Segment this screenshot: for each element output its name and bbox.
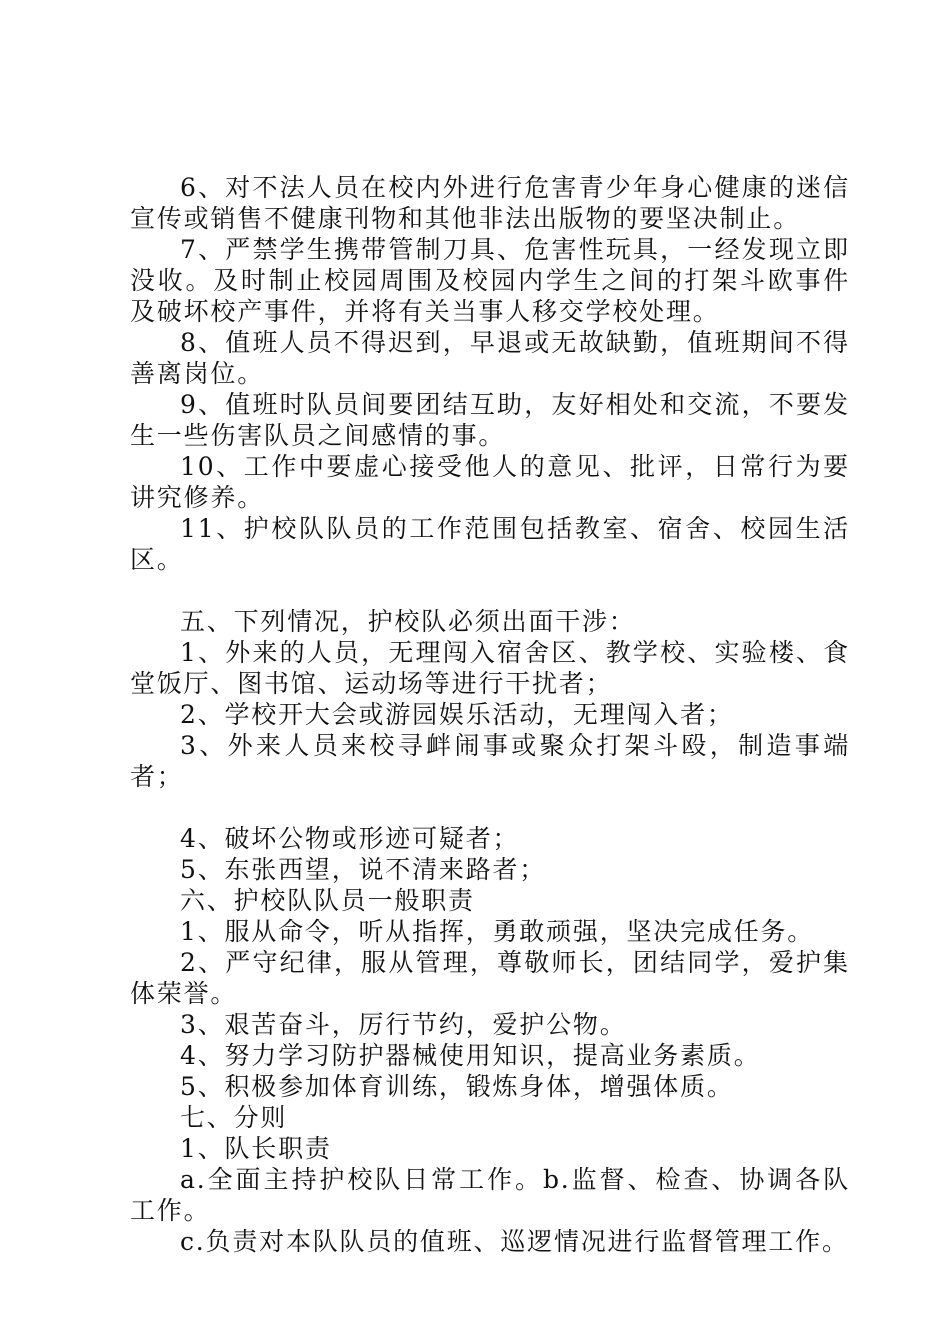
sub-heading-captain-duties: 1、队长职责 <box>180 1134 332 1163</box>
list-item-5-1: 1、外来的人员，无理闯入宿舍区、教学校、实验楼、食堂饭厅、图书馆、运动场等进行干扰者； <box>130 638 850 698</box>
list-item-6-1: 1、服从命令，听从指挥，勇敢顽强，坚决完成任务。 <box>180 917 815 946</box>
paragraph-item-11: 11、护校队队员的工作范围包括教室、宿舍、校园生活区。 <box>130 514 850 574</box>
paragraph-item-8: 8、值班人员不得迟到，早退或无故缺勤，值班期间不得善离岗位。 <box>130 328 850 388</box>
list-item-6-4: 4、努力学习防护器械使用知识，提高业务素质。 <box>180 1041 761 1070</box>
paragraph-item-10: 10、工作中要虚心接受他人的意见、批评，日常行为要讲究修养。 <box>130 452 850 512</box>
list-item-5-5: 5、东张西望，说不清来路者； <box>180 855 547 884</box>
section-heading-6: 六、护校队队员一般职责 <box>180 886 475 915</box>
paragraph-item-9: 9、值班时队员间要团结互助，友好相处和交流，不要发生一些伤害队员之间感情的事。 <box>130 390 850 450</box>
paragraph-item-6: 6、对不法人员在校内外进行危害青少年身心健康的迷信宣传或销售不健康刊物和其他非法出版物的要坚决制止。 <box>130 173 850 233</box>
blank-line <box>130 575 850 606</box>
list-item-6-2: 2、严守纪律，服从管理，尊敬师长，团结同学，爱护集体荣誉。 <box>130 948 850 1008</box>
document-body <box>130 172 850 1257</box>
section-heading-5: 五、下列情况，护校队必须出面干涉： <box>180 607 636 636</box>
duty-item-ab: a.全面主持护校队日常工作。b.监督、检查、协调各队工作。 <box>130 1165 850 1225</box>
paragraph-item-7: 7、严禁学生携带管制刀具、危害性玩具，一经发现立即没收。及时制止校园周围及校园内学生之间的打架斗欧事件及破坏校产事件，并将有关当事人移交学校处理。 <box>130 235 850 326</box>
list-item-5-4: 4、破坏公物或形迹可疑者； <box>180 824 520 853</box>
list-item-6-5: 5、积极参加体育训练，锻炼身体，增强体质。 <box>180 1072 734 1101</box>
blank-line <box>130 792 850 823</box>
section-heading-7: 七、分则 <box>180 1103 288 1132</box>
duty-item-c: c.负责对本队队员的值班、巡逻情况进行监督管理工作。 <box>180 1227 849 1256</box>
list-item-5-2: 2、学校开大会或游园娱乐活动，无理闯入者； <box>180 700 734 729</box>
list-item-5-3: 3、外来人员来校寻衅闹事或聚众打架斗殴，制造事端者； <box>130 731 850 791</box>
list-item-6-3: 3、艰苦奋斗，厉行节约，爱护公物。 <box>180 1010 627 1039</box>
